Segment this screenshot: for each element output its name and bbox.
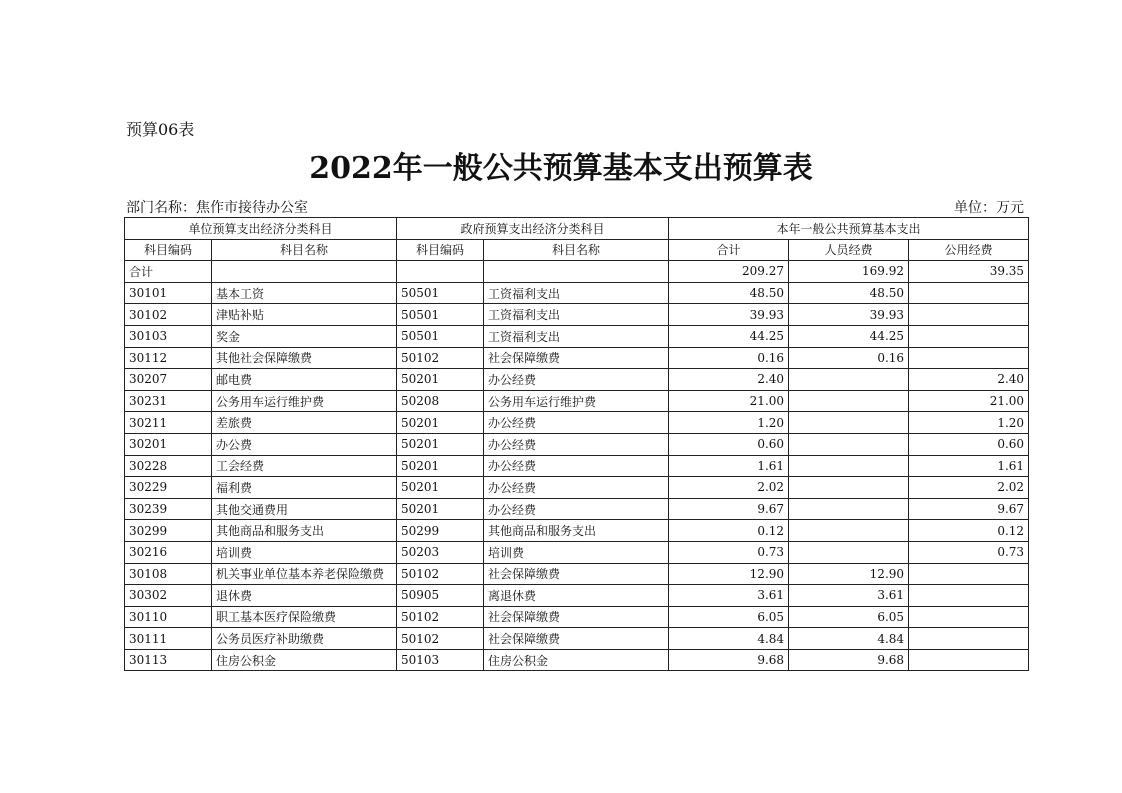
cell-name: 办公费	[212, 433, 397, 455]
cell-total: 21.00	[669, 390, 789, 412]
cell-gov-code: 50103	[397, 649, 484, 671]
table-row	[125, 304, 1029, 326]
cell-code: 30111	[125, 628, 212, 650]
cell-name: 公务用车运行维护费	[212, 390, 397, 412]
cell-personnel: 44.25	[789, 325, 909, 347]
cell-public: 0.73	[909, 541, 1029, 563]
cell-name: 培训费	[212, 541, 397, 563]
form-label: 预算06表	[126, 120, 195, 139]
cell-code: 30113	[125, 649, 212, 671]
cell-gov-code: 50203	[397, 541, 484, 563]
budget-table	[124, 217, 1029, 671]
header-personnel: 人员经费	[789, 239, 909, 261]
cell-public	[909, 325, 1029, 347]
cell-gov-code: 50201	[397, 369, 484, 391]
table-row	[125, 498, 1029, 520]
cell-total: 48.50	[669, 282, 789, 304]
cell-personnel: 4.84	[789, 628, 909, 650]
cell-gov-code: 50102	[397, 628, 484, 650]
cell-public	[909, 606, 1029, 628]
cell-personnel: 12.90	[789, 563, 909, 585]
table-row	[125, 282, 1029, 304]
cell-gov-code: 50501	[397, 282, 484, 304]
cell-gov-code: 50102	[397, 347, 484, 369]
cell-name: 福利费	[212, 477, 397, 499]
cell-name: 机关事业单位基本养老保险缴费	[212, 563, 397, 585]
table-row	[125, 563, 1029, 585]
table-row	[125, 347, 1029, 369]
cell-gov-code: 50208	[397, 390, 484, 412]
cell-total: 1.20	[669, 412, 789, 434]
cell-gov-code: 50102	[397, 563, 484, 585]
cell-gov-name: 培训费	[484, 541, 669, 563]
header-total: 合计	[669, 239, 789, 261]
cell-gov-name: 办公经费	[484, 412, 669, 434]
cell-total: 44.25	[669, 325, 789, 347]
table-cell	[484, 261, 669, 283]
table-cell	[397, 261, 484, 283]
cell-code: 30201	[125, 433, 212, 455]
cell-personnel	[789, 477, 909, 499]
total-personnel: 169.92	[789, 261, 909, 283]
cell-total: 0.73	[669, 541, 789, 563]
cell-public	[909, 282, 1029, 304]
cell-public	[909, 628, 1029, 650]
cell-public: 0.60	[909, 433, 1029, 455]
cell-gov-name: 办公经费	[484, 477, 669, 499]
cell-gov-name: 社会保障缴费	[484, 628, 669, 650]
cell-gov-name: 社会保障缴费	[484, 347, 669, 369]
sub-header-row	[125, 239, 1029, 261]
cell-code: 30207	[125, 369, 212, 391]
total-row	[125, 261, 1029, 283]
cell-code: 30231	[125, 390, 212, 412]
cell-gov-code: 50201	[397, 412, 484, 434]
cell-personnel: 48.50	[789, 282, 909, 304]
cell-name: 其他商品和服务支出	[212, 520, 397, 542]
table-row	[125, 628, 1029, 650]
cell-code: 30110	[125, 606, 212, 628]
cell-personnel	[789, 412, 909, 434]
cell-personnel	[789, 498, 909, 520]
cell-gov-name: 办公经费	[484, 433, 669, 455]
header-code: 科目编码	[125, 239, 212, 261]
cell-personnel	[789, 455, 909, 477]
header-gov-code: 科目编码	[397, 239, 484, 261]
total-total: 209.27	[669, 261, 789, 283]
page-title: 2022年一般公共预算基本支出预算表	[309, 151, 813, 186]
total-public: 39.35	[909, 261, 1029, 283]
cell-total: 9.67	[669, 498, 789, 520]
cell-code: 30239	[125, 498, 212, 520]
cell-personnel	[789, 520, 909, 542]
cell-code: 30216	[125, 541, 212, 563]
cell-total: 2.40	[669, 369, 789, 391]
cell-name: 住房公积金	[212, 649, 397, 671]
cell-code: 30299	[125, 520, 212, 542]
unit-label: 单位：万元	[954, 200, 1024, 216]
cell-gov-name: 住房公积金	[484, 649, 669, 671]
cell-public	[909, 585, 1029, 607]
cell-gov-code: 50201	[397, 498, 484, 520]
table-row	[125, 520, 1029, 542]
cell-gov-name: 工资福利支出	[484, 325, 669, 347]
table-row	[125, 325, 1029, 347]
cell-name: 其他交通费用	[212, 498, 397, 520]
cell-gov-code: 50201	[397, 477, 484, 499]
group-header-expense: 本年一般公共预算基本支出	[669, 218, 1029, 240]
cell-gov-code: 50905	[397, 585, 484, 607]
cell-name: 退休费	[212, 585, 397, 607]
cell-public	[909, 304, 1029, 326]
cell-public	[909, 347, 1029, 369]
cell-public: 21.00	[909, 390, 1029, 412]
cell-public: 2.40	[909, 369, 1029, 391]
cell-name: 基本工资	[212, 282, 397, 304]
cell-code: 30102	[125, 304, 212, 326]
cell-public: 1.61	[909, 455, 1029, 477]
cell-gov-name: 公务用车运行维护费	[484, 390, 669, 412]
cell-name: 津贴补贴	[212, 304, 397, 326]
cell-gov-code: 50201	[397, 455, 484, 477]
cell-public: 1.20	[909, 412, 1029, 434]
cell-total: 4.84	[669, 628, 789, 650]
header-public: 公用经费	[909, 239, 1029, 261]
cell-name: 奖金	[212, 325, 397, 347]
department-name: 部门名称：焦作市接待办公室	[126, 200, 308, 216]
cell-total: 1.61	[669, 455, 789, 477]
cell-name: 其他社会保障缴费	[212, 347, 397, 369]
header-gov-name: 科目名称	[484, 239, 669, 261]
cell-total: 0.16	[669, 347, 789, 369]
cell-gov-code: 50501	[397, 325, 484, 347]
cell-total: 2.02	[669, 477, 789, 499]
cell-code: 30229	[125, 477, 212, 499]
cell-public: 0.12	[909, 520, 1029, 542]
table-row	[125, 649, 1029, 671]
cell-total: 9.68	[669, 649, 789, 671]
table-row	[125, 455, 1029, 477]
cell-gov-name: 工资福利支出	[484, 282, 669, 304]
group-header-gov: 政府预算支出经济分类科目	[397, 218, 669, 240]
cell-personnel	[789, 433, 909, 455]
cell-name: 邮电费	[212, 369, 397, 391]
cell-name: 差旅费	[212, 412, 397, 434]
cell-gov-name: 办公经费	[484, 369, 669, 391]
cell-code: 30112	[125, 347, 212, 369]
cell-personnel: 6.05	[789, 606, 909, 628]
cell-gov-code: 50102	[397, 606, 484, 628]
cell-name: 公务员医疗补助缴费	[212, 628, 397, 650]
cell-gov-code: 50501	[397, 304, 484, 326]
table-row	[125, 477, 1029, 499]
cell-personnel: 3.61	[789, 585, 909, 607]
cell-total: 0.60	[669, 433, 789, 455]
cell-gov-name: 其他商品和服务支出	[484, 520, 669, 542]
cell-code: 30302	[125, 585, 212, 607]
cell-public	[909, 563, 1029, 585]
cell-gov-name: 工资福利支出	[484, 304, 669, 326]
table-row	[125, 390, 1029, 412]
cell-personnel: 39.93	[789, 304, 909, 326]
cell-code: 30211	[125, 412, 212, 434]
cell-code: 30101	[125, 282, 212, 304]
cell-name: 职工基本医疗保险缴费	[212, 606, 397, 628]
cell-code: 30103	[125, 325, 212, 347]
cell-personnel	[789, 541, 909, 563]
cell-gov-name: 办公经费	[484, 498, 669, 520]
cell-total: 3.61	[669, 585, 789, 607]
header-name: 科目名称	[212, 239, 397, 261]
cell-personnel	[789, 390, 909, 412]
cell-total: 0.12	[669, 520, 789, 542]
cell-gov-name: 办公经费	[484, 455, 669, 477]
cell-name: 工会经费	[212, 455, 397, 477]
cell-gov-name: 离退休费	[484, 585, 669, 607]
cell-personnel: 0.16	[789, 347, 909, 369]
cell-public	[909, 649, 1029, 671]
cell-total: 12.90	[669, 563, 789, 585]
group-header-row	[125, 218, 1029, 240]
cell-gov-code: 50201	[397, 433, 484, 455]
table-row	[125, 412, 1029, 434]
total-label: 合计	[125, 261, 212, 283]
table-row	[125, 585, 1029, 607]
cell-total: 6.05	[669, 606, 789, 628]
table-row	[125, 541, 1029, 563]
cell-public: 2.02	[909, 477, 1029, 499]
cell-code: 30228	[125, 455, 212, 477]
table-row	[125, 433, 1029, 455]
group-header-unit: 单位预算支出经济分类科目	[125, 218, 397, 240]
cell-total: 39.93	[669, 304, 789, 326]
cell-personnel	[789, 369, 909, 391]
cell-gov-code: 50299	[397, 520, 484, 542]
table-row	[125, 606, 1029, 628]
cell-personnel: 9.68	[789, 649, 909, 671]
table-cell	[212, 261, 397, 283]
table-row	[125, 369, 1029, 391]
cell-gov-name: 社会保障缴费	[484, 606, 669, 628]
cell-gov-name: 社会保障缴费	[484, 563, 669, 585]
cell-code: 30108	[125, 563, 212, 585]
cell-public: 9.67	[909, 498, 1029, 520]
